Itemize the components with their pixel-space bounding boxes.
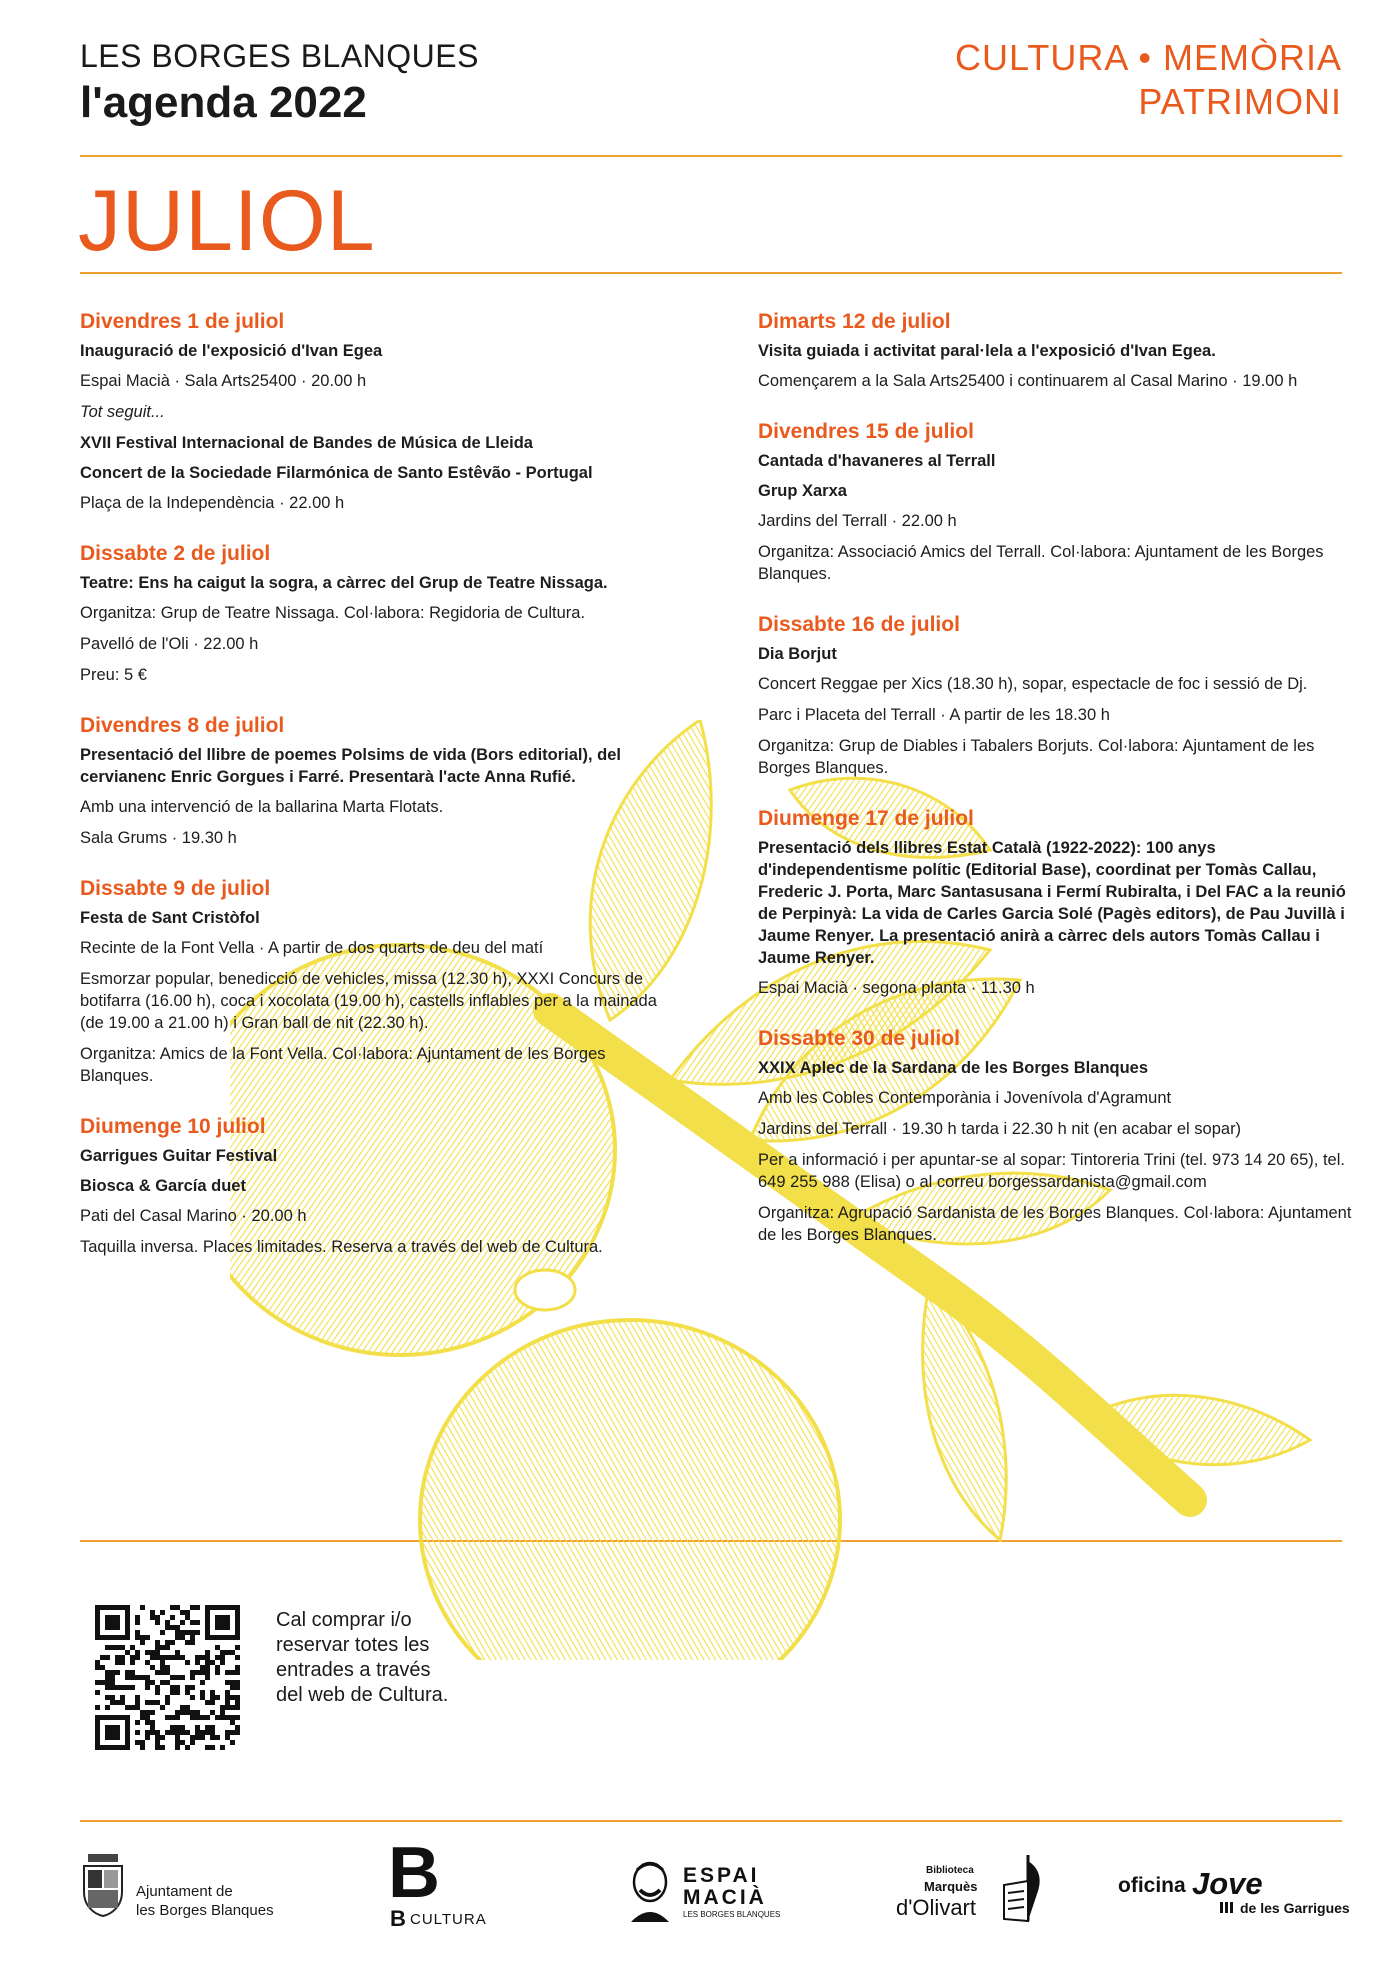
event-detail: Organitza: Grup de Diables i Tabalers Borjuts. Col·labora: Ajuntament de les Borges Blanques.: [758, 737, 1315, 777]
event-entry: [758, 613, 1358, 779]
event-entry: [758, 310, 1358, 392]
category-line-2: PATRIMONI: [1138, 81, 1342, 122]
event-detail: Preu: 5 €: [80, 666, 147, 684]
event-detail: Taquilla inversa. Places limitades. Reserva a través del web de Cultura.: [80, 1238, 603, 1256]
event-date: Dissabte 2 de juliol: [80, 542, 271, 565]
event-entry: [80, 310, 680, 514]
oficina-jove-logo: [1118, 1866, 1350, 1922]
event-entry: [80, 1115, 680, 1258]
event-date: Divendres 15 de juliol: [758, 420, 974, 443]
biblioteca-logo: [890, 1855, 1060, 1935]
event-entry: [758, 1027, 1358, 1246]
town-name: LES BORGES BLANQUES: [80, 38, 479, 74]
event-title: Concert de la Sociedade Filarmónica de Santo Estêvão - Portugal: [80, 464, 593, 482]
event-detail: Pavelló de l'Oli · 22.00 h: [80, 635, 259, 653]
jove-text: Jove: [1192, 1866, 1263, 1901]
ajuntament-line-1: Ajuntament de: [136, 1883, 233, 1900]
coat-of-arms-icon: [80, 1852, 126, 1918]
event-detail: Tot seguit...: [80, 403, 165, 421]
bcultura-big-b: B: [388, 1833, 440, 1913]
event-title: Visita guiada i activitat paral·lela a l'exposició d'Ivan Egea.: [758, 342, 1216, 360]
espai-line-2: MACIÀ: [683, 1886, 767, 1909]
agenda-title: l'agenda 2022: [80, 78, 367, 127]
event-title: Presentació dels llibres Estat Català (1922-2022): 100 anys d'independentisme polític (Editorial Base), coordinat per Tomàs Callau, Frederic J. Porta, Marc Santasusana i Fermí Rubiralta, i Del FAC a la reunió de Perpinyà: La vida de Carles Garcia Solé (Pagès editors), de Pau Juvillà i Jaume Renyer. La presentació anirà a càrrec dels autors Tomàs Callau i Jaume Renyer.: [758, 839, 1346, 967]
event-title: Festa de Sant Cristòfol: [80, 909, 260, 927]
event-detail: Amb una intervenció de la ballarina Marta Flotats.: [80, 798, 444, 816]
event-detail: Organitza: Amics de la Font Vella. Col·labora: Ajuntament de les Borges Blanques.: [80, 1045, 606, 1085]
events-right-column: [758, 310, 1358, 1274]
event-date: Dissabte 30 de juliol: [758, 1027, 960, 1050]
tickets-note: Cal comprar i/o reservar totes les entrades a través del web de Cultura.: [276, 1609, 449, 1706]
event-date: Dissabte 16 de juliol: [758, 613, 960, 636]
bcultura-logo: [388, 1833, 508, 1931]
portrait-icon: [625, 1860, 675, 1922]
event-detail: Amb les Cobles Contemporània i Jovenívola d'Agramunt: [758, 1089, 1172, 1107]
category-heading: [955, 36, 1342, 124]
oficina-text: oficina: [1118, 1874, 1186, 1897]
event-date: Divendres 1 de juliol: [80, 310, 285, 333]
month-title: JULIOL: [78, 173, 376, 269]
event-detail: Parc i Placeta del Terrall · A partir de les 18.30 h: [758, 706, 1110, 724]
footer-rule-bottom: [80, 1820, 1342, 1822]
qr-code[interactable]: [95, 1605, 240, 1750]
event-detail: Espai Macià · Sala Arts25400 · 20.00 h: [80, 372, 367, 390]
event-title: Grup Xarxa: [758, 482, 847, 500]
event-title: XVII Festival Internacional de Bandes de Música de Lleida: [80, 434, 533, 452]
garrigues-text: de les Garrigues: [1240, 1900, 1350, 1916]
event-detail: Recinte de la Font Vella · A partir de dos quarts de deu del matí: [80, 939, 544, 957]
event-date: Diumenge 17 de juliol: [758, 807, 974, 830]
event-detail: Jardins del Terrall · 22.00 h: [758, 512, 957, 530]
event-entry: [80, 877, 680, 1087]
event-date: Diumenge 10 juliol: [80, 1115, 266, 1138]
event-entry: [80, 714, 680, 849]
event-entry: [758, 420, 1358, 585]
espai-macia-logo: [625, 1860, 795, 1930]
event-date: Dissabte 9 de juliol: [80, 877, 271, 900]
apple-bottom: [420, 1320, 840, 1660]
biblio-line-3: d'Olivart: [896, 1895, 976, 1920]
biblio-line-2: Marquès: [924, 1879, 978, 1894]
ajuntament-line-2: les Borges Blanques: [136, 1902, 274, 1919]
espai-line-3: LES BORGES BLANQUES: [683, 1910, 781, 1919]
event-detail: Jardins del Terrall · 19.30 h tarda i 22.30 h nit (en acabar el sopar): [758, 1120, 1242, 1138]
biblio-line-1: Biblioteca: [926, 1865, 974, 1876]
bcultura-small-b: B: [390, 1906, 406, 1931]
event-detail: Organitza: Associació Amics del Terrall. Col·labora: Ajuntament de les Borges Blanques.: [758, 543, 1324, 583]
event-title: Dia Borjut: [758, 645, 837, 663]
events-left-column: [80, 310, 680, 1286]
event-detail: Organitza: Grup de Teatre Nissaga. Col·labora: Regidoria de Cultura.: [80, 604, 586, 622]
event-title: Presentació del llibre de poemes Polsims de vida (Bors editorial), del cervianenc Enric Gorgues i Farré. Presentarà l'acte Anna Rufié.: [80, 746, 622, 786]
event-title: XXIX Aplec de la Sardana de les Borges Blanques: [758, 1059, 1149, 1077]
event-entry: [80, 542, 680, 686]
event-title: Biosca & García duet: [80, 1177, 246, 1195]
espai-line-1: ESPAI: [683, 1864, 760, 1887]
event-detail: Plaça de la Independència · 22.00 h: [80, 494, 345, 512]
event-detail: Concert Reggae per Xics (18.30 h), sopar, espectacle de foc i sessió de Dj.: [758, 675, 1308, 693]
event-title: Inauguració de l'exposició d'Ivan Egea: [80, 342, 383, 360]
event-detail: Sala Grums · 19.30 h: [80, 829, 237, 847]
category-line-1: CULTURA • MEMÒRIA: [955, 37, 1342, 78]
event-title: Teatre: Ens ha caigut la sogra, a càrrec del Grup de Teatre Nissaga.: [80, 574, 608, 592]
event-date: Divendres 8 de juliol: [80, 714, 285, 737]
event-detail: Començarem a la Sala Arts25400 i continuarem al Casal Marino · 19.00 h: [758, 372, 1298, 390]
event-detail: Pati del Casal Marino · 20.00 h: [80, 1207, 307, 1225]
event-detail: Per a informació i per apuntar-se al sopar: Tintoreria Trini (tel. 973 14 20 65), tel. 649 255 988 (Elisa) o al correu borgessardanista@gmail.com: [758, 1151, 1345, 1191]
event-date: Dimarts 12 de juliol: [758, 310, 951, 333]
book-icon: [998, 1851, 1058, 1925]
event-title: Cantada d'havaneres al Terrall: [758, 452, 996, 470]
header-rule: [80, 155, 1342, 157]
event-entry: [758, 807, 1358, 999]
event-detail: Esmorzar popular, benedicció de vehicles, missa (12.30 h), XXXI Concurs de botifarra (16.00 h), coca i xocolata (19.00 h), castells inflables per a la mainada (de 19.00 a 21.00 h) i Gran ball de nit (22.30 h).: [80, 970, 657, 1032]
event-detail: Espai Macià · segona planta · 11.30 h: [758, 979, 1035, 997]
bcultura-text: CULTURA: [410, 1911, 487, 1928]
bars-icon: [1220, 1902, 1233, 1914]
month-rule: [80, 272, 1342, 274]
event-title: Garrigues Guitar Festival: [80, 1147, 278, 1165]
event-detail: Organitza: Agrupació Sardanista de les Borges Blanques. Col·labora: Ajuntament de les Borges Blanques.: [758, 1204, 1352, 1244]
